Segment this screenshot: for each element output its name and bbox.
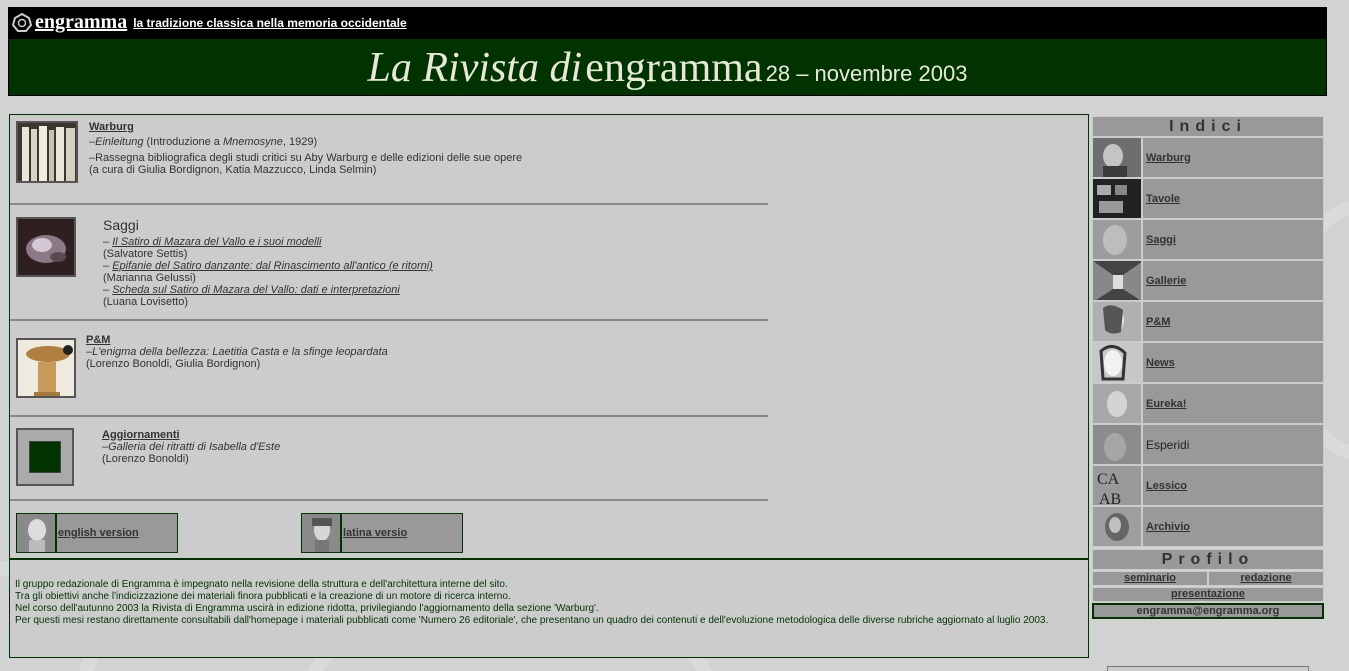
text-fragment: , 1929) — [282, 136, 318, 148]
warburg-line-1[interactable] — [89, 136, 522, 148]
warburg-section — [89, 121, 522, 176]
notice-line-3: Nel corso dell'autunno 2003 la Rivista di Engramma uscirà in edizione ridotta, privilegiando l'aggiornamento della sezione 'Warburg'. — [15, 603, 599, 614]
redazione-link[interactable]: redazione — [1208, 571, 1324, 586]
aggiornamenti-line-1[interactable]: –Galleria dei ritratti di Isabella d'Este — [102, 441, 281, 453]
sidebar-item-label[interactable]: P&M — [1142, 301, 1324, 342]
english-version-button[interactable] — [16, 513, 178, 553]
warburg-portrait-icon — [1092, 137, 1142, 178]
sidebar-item-news[interactable] — [1092, 342, 1324, 383]
sidebar-item-label[interactable]: Archivio — [1142, 506, 1324, 547]
brand-link[interactable]: engramma — [35, 11, 128, 33]
saggi-link-satiro-modelli[interactable]: Il Satiro di Mazara del Vallo e i suoi modelli — [112, 236, 322, 248]
main-content — [9, 114, 1089, 559]
banner-title-roman: engramma — [585, 45, 763, 91]
profilo-row — [1092, 587, 1324, 602]
sidebar — [1092, 116, 1324, 619]
sidebar-item-pm[interactable] — [1092, 301, 1324, 342]
gallerie-icon — [1092, 260, 1142, 301]
news-icon — [1092, 342, 1142, 383]
saggi-author-3: (Luana Lovisetto) — [103, 296, 188, 308]
aggiornamenti-thumbnail[interactable] — [16, 428, 74, 486]
notice-line-2: Tra gli obiettivi anche l'indicizzazione dei materiali finora pubblicati e la creazione di un motore di ricerca interno. — [15, 591, 511, 602]
lessico-icon — [1092, 465, 1142, 506]
saggi-satyr-thumbnail[interactable] — [16, 217, 76, 277]
english-version-label[interactable]: english version — [58, 527, 139, 539]
email-link[interactable]: engramma@engramma.org — [1092, 603, 1324, 619]
sphinx-column-icon — [18, 340, 76, 398]
top-bar — [8, 7, 1327, 38]
warburg-line-3: (a cura di Giulia Bordignon, Katia Mazzucco, Linda Selmin) — [89, 164, 377, 176]
profilo-row — [1092, 571, 1324, 586]
books-icon — [18, 123, 78, 183]
sidebar-item-archivio[interactable] — [1092, 506, 1324, 547]
saggi-author-2: (Marianna Gelussi) — [103, 272, 196, 284]
saggi-section — [103, 217, 433, 308]
engramma-logo-icon[interactable] — [12, 13, 32, 33]
eureka-icon — [1092, 383, 1142, 424]
issue-banner — [8, 38, 1327, 96]
seminario-link[interactable]: seminario — [1092, 571, 1208, 586]
green-square-icon — [29, 441, 61, 473]
archivio-icon — [1092, 506, 1142, 547]
sidebar-item-gallerie[interactable] — [1092, 260, 1324, 301]
latina-versio-button[interactable] — [301, 513, 463, 553]
warburg-books-thumbnail[interactable] — [16, 121, 78, 183]
pm-line-1[interactable]: –L'enigma della bellezza: Laetitia Casta e la sfinge leopardata — [86, 346, 388, 358]
sidebar-item-tavole[interactable] — [1092, 178, 1324, 219]
presentazione-link[interactable]: presentazione — [1092, 587, 1324, 602]
section-divider — [10, 203, 768, 205]
sidebar-item-eureka[interactable] — [1092, 383, 1324, 424]
profilo-heading: Profilo — [1092, 549, 1324, 570]
sidebar-item-label[interactable]: Lessico — [1142, 465, 1324, 506]
sidebar-item-lessico[interactable] — [1092, 465, 1324, 506]
saggi-icon — [1092, 219, 1142, 260]
pm-section-title[interactable]: P&M — [86, 334, 111, 346]
section-divider — [10, 415, 768, 417]
pm-sphinx-thumbnail[interactable] — [16, 338, 76, 398]
sidebar-item-label[interactable]: Tavole — [1142, 178, 1324, 219]
sidebar-item-label[interactable]: Gallerie — [1142, 260, 1324, 301]
sidebar-item-label: Esperidi — [1142, 424, 1324, 465]
esperidi-icon — [1092, 424, 1142, 465]
indici-heading: Indici — [1092, 116, 1324, 137]
english-portrait-icon — [17, 514, 57, 552]
banner-issue: 28 – novembre 2003 — [765, 61, 968, 86]
dash: – — [103, 284, 113, 296]
pm-icon — [1092, 301, 1142, 342]
notice-line-1: Il gruppo redazionale di Engramma è impegnato nella revisione della struttura e dell'architettura interne del sito. — [15, 579, 508, 590]
aggiornamenti-section-title[interactable]: Aggiornamenti — [102, 429, 180, 441]
svg-text:AB: AB — [1099, 491, 1122, 506]
dash: – — [89, 136, 96, 148]
saggi-section-title: Saggi — [103, 217, 139, 233]
section-divider — [10, 499, 768, 501]
sidebar-item-warburg[interactable] — [1092, 137, 1324, 178]
saggi-link-scheda[interactable]: Scheda sul Satiro di Mazara del Vallo: dati e interpretazioni — [112, 284, 400, 296]
svg-text:CA: CA — [1097, 471, 1120, 488]
editorial-notice — [9, 558, 1089, 658]
text-fragment: (Introduzione a — [143, 136, 223, 148]
warburg-section-title[interactable]: Warburg — [89, 121, 134, 133]
bottom-frame-edge — [1107, 666, 1309, 671]
saggi-link-epifanie[interactable]: Epifanie del Satiro danzante: dal Rinascimento all'antico (e ritorni) — [112, 260, 433, 272]
latina-portrait-icon — [302, 514, 342, 552]
sidebar-item-label[interactable]: News — [1142, 342, 1324, 383]
saggi-author-1: (Salvatore Settis) — [103, 248, 188, 260]
section-divider — [10, 319, 768, 321]
sidebar-item-saggi[interactable] — [1092, 219, 1324, 260]
aggiornamenti-line-2: (Lorenzo Bonoldi) — [102, 453, 189, 465]
mnemosyne-text: Mnemosyne — [222, 136, 283, 148]
einleitung-text: Einleitung — [95, 136, 144, 148]
warburg-line-2[interactable]: –Rassegna bibliografica degli studi critici su Aby Warburg e delle edizioni delle sue opere — [89, 152, 523, 164]
banner-title-italic: La Rivista di — [367, 45, 583, 91]
sidebar-item-label[interactable]: Eureka! — [1142, 383, 1324, 424]
tagline-link[interactable]: la tradizione classica nella memoria occidentale — [133, 15, 407, 30]
sidebar-item-label[interactable]: Warburg — [1142, 137, 1324, 178]
satyr-image-icon — [18, 219, 76, 277]
pm-section — [86, 334, 388, 370]
notice-line-4: Per questi mesi restano direttamente consultabili dall'homepage i materiali pubblicati come 'Numero 26 editoriale', che presentano un quadro dei contenuti e dell'evoluzione metodologica delle diverse rubriche aggiornato al luglio 2003. — [15, 615, 1049, 626]
dash: – — [103, 236, 113, 248]
dash: – — [103, 260, 113, 272]
sidebar-item-esperidi — [1092, 424, 1324, 465]
aggiornamenti-section — [102, 429, 280, 465]
sidebar-item-label[interactable]: Saggi — [1142, 219, 1324, 260]
latina-versio-label[interactable]: latina versio — [343, 527, 408, 539]
pm-line-2: (Lorenzo Bonoldi, Giulia Bordignon) — [86, 358, 261, 370]
tavole-panel-icon — [1092, 178, 1142, 219]
